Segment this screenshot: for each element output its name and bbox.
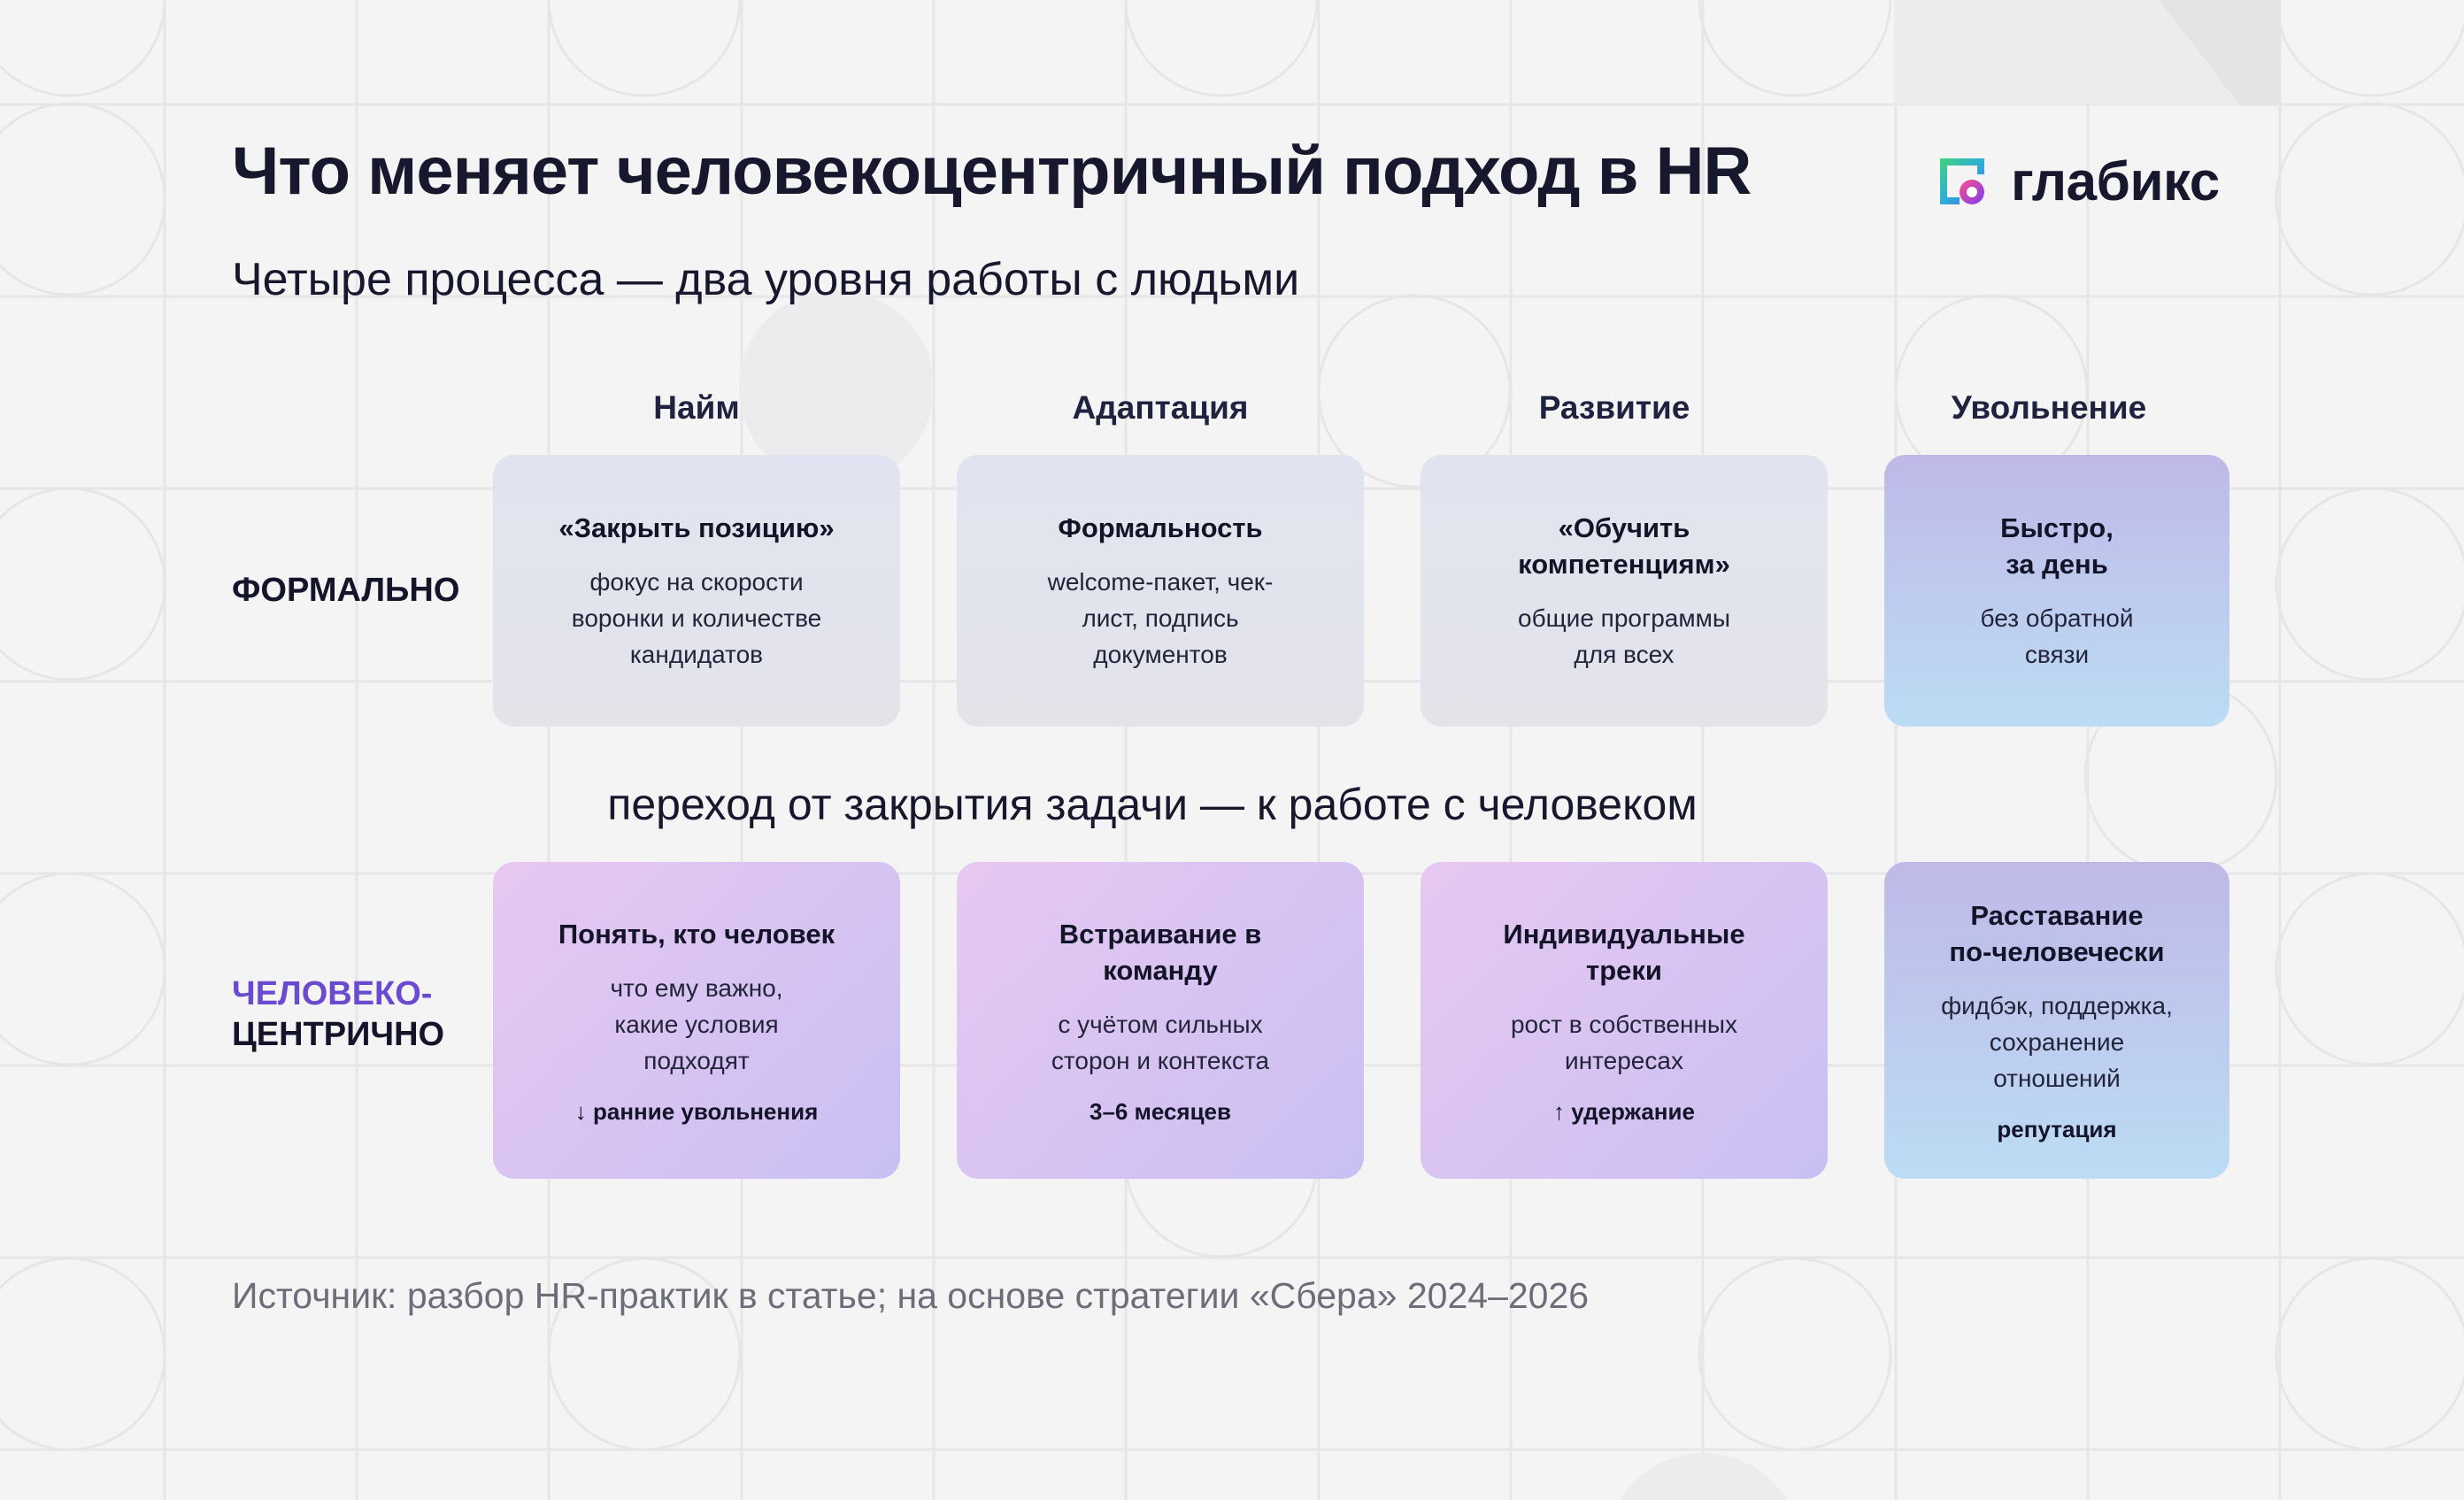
card-body: рост в собственных интересах [1510, 1010, 1738, 1074]
card-human-adaptation [957, 862, 1364, 1179]
card-title: Расставание по-человечески [1949, 900, 2165, 967]
card-formal-adaptation [957, 455, 1364, 727]
card-note: ↓ ранние увольнения [574, 1097, 819, 1125]
card-body: с учётом сильных сторон и контекста [1051, 1010, 1270, 1074]
page-title: Что меняет человекоцентричный подход в HR [232, 134, 1752, 209]
row-label-formal: ФОРМАЛЬНО [232, 572, 460, 609]
card-title: «Обучить компетенциям» [1518, 512, 1730, 580]
card-body: без обратной связи [1980, 604, 2134, 668]
card-body: фидбэк, поддержка, сохранение отношений [1941, 992, 2173, 1092]
card-title: Быстро, за день [2000, 512, 2114, 580]
glabix-logo-icon [1933, 153, 1991, 212]
card-formal-hiring [493, 455, 900, 727]
card-note: 3–6 месяцев [1089, 1097, 1231, 1125]
row-label-human-centric [232, 973, 444, 1055]
card-note: репутация [1997, 1116, 2117, 1142]
column-header-development: Развитие [1538, 389, 1690, 426]
card-body: welcome-пакет, чек-лист, подпись документов [1047, 567, 1274, 668]
column-header-adaptation: Адаптация [1072, 389, 1249, 426]
column-header-dismissal: Увольнение [1951, 389, 2147, 426]
card-formal-development [1421, 455, 1828, 727]
transition-caption [0, 779, 2464, 830]
card-human-dismissal [1884, 862, 2229, 1179]
card-human-development [1421, 862, 1828, 1179]
row-label-human-line1: ЧЕЛОВЕКО- [232, 975, 433, 1012]
card-body: общие программы для всех [1518, 604, 1730, 668]
card-body: что ему важно, какие условия подходят [610, 973, 783, 1074]
card-title: Понять, кто человек [558, 918, 835, 950]
card-human-hiring [493, 862, 900, 1179]
card-title: Формальность [1058, 512, 1263, 543]
card-body: фокус на скорости воронки и количестве кандидатов [571, 567, 822, 668]
brand-logo [1933, 150, 2220, 213]
card-title: Индивидуальные треки [1503, 918, 1745, 986]
card-title: «Закрыть позицию» [558, 512, 835, 543]
card-title: Встраивание в команду [1059, 918, 1262, 986]
source-note: Источник: разбор HR-практик в статье; на основе стратегии «Сбера» 2024–2026 [232, 1275, 1590, 1316]
card-formal-dismissal [1884, 455, 2229, 727]
card-note: ↑ удержание [1553, 1097, 1695, 1125]
row-label-human-line2: ЦЕНТРИЧНО [232, 1016, 445, 1053]
transition-text: переход от закрытия задачи — к работе с человеком [607, 780, 1698, 829]
column-header-hiring: Найм [653, 389, 740, 426]
page-subtitle: Четыре процесса — два уровня работы с людьми [232, 254, 1300, 305]
logo-text: глабикс [2011, 151, 2220, 212]
